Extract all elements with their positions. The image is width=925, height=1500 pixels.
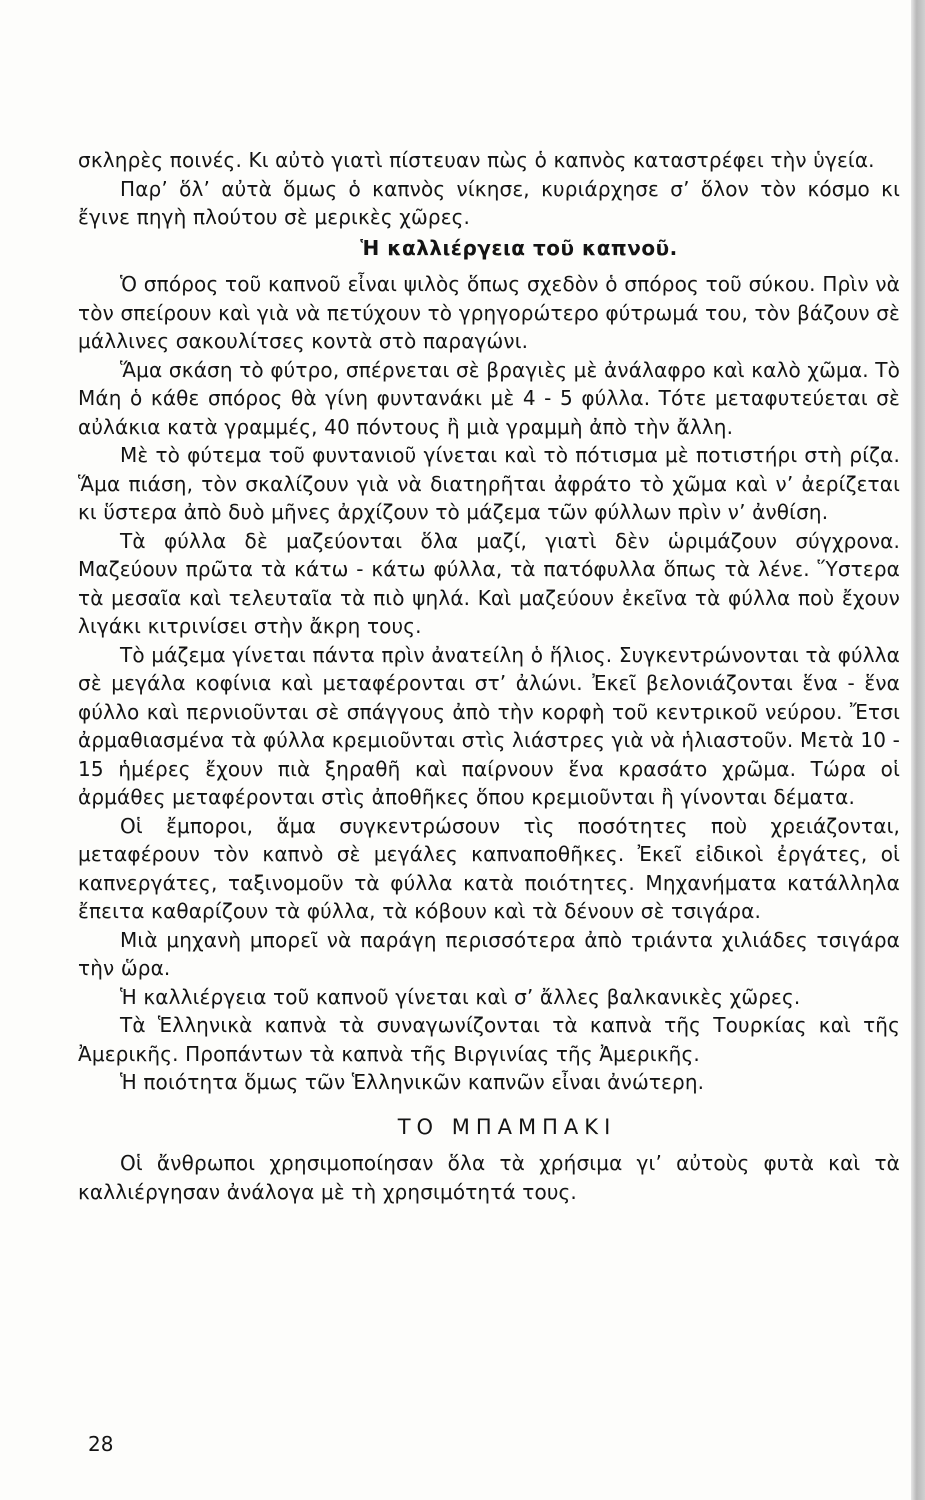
paragraph: Οἱ ἔμποροι, ἅμα συγκεντρώσουν τὶς ποσότητες ποὺ χρειάζονται, μεταφέρουν τὸν καπνὸ σὲ μεγάλες καπναποθῆκες. Ἐκεῖ εἰδικοὶ ἐργάτες, οἱ καπνεργάτες, ταξινομοῦν τὰ φύλλα κατὰ ποιότητες. Μηχανήματα κατάλληλα ἔπειτα καθαρίζουν τὰ φύλλα, τὰ κόβουν καὶ τὰ δένουν σὲ τσιγάρα. <box>78 813 900 923</box>
paragraph: Παρ’ ὅλ’ αὐτὰ ὅμως ὁ καπνὸς νίκησε, κυριάρχησε σ’ ὅλον τὸν κόσμο κι ἔγινε πηγὴ πλούτου σὲ μερικὲς χῶρες. <box>78 176 900 229</box>
subheading: Ἡ καλλιέργεια τοῦ καπνοῦ. <box>360 235 678 260</box>
page-edge-shadow <box>911 0 925 1500</box>
section-title: ΤΟ ΜΠΑΜΠΑΚΙ <box>397 1114 617 1139</box>
paragraph: Μὲ τὸ φύτεμα τοῦ φυντανιοῦ γίνεται καὶ τὸ πότισμα μὲ ποτιστήρι στὴ ρίζα. Ἅμα πιάση, τὸν σκαλίζουν γιὰ νὰ διατηρῆται ἀφράτο τὸ χῶμα καὶ ν’ ἀερίζεται κι ὕστερα ἀπὸ δυὸ μῆνες ἀρχίζουν τὸ μάζεμα τῶν φύλλων πρὶν ν’ ἀνθίση. <box>78 443 900 524</box>
paragraph: Τὰ φύλλα δὲ μαζεύονται ὅλα μαζί, γιατὶ δὲν ὡριμάζουν σύγχρονα. Μαζεύουν πρῶτα τὰ κάτω - κάτω φύλλα, τὰ πατόφυλλα ὅπως τὰ λένε. Ὕστερα τὰ μεσαῖα καὶ τελευταῖα τὰ πιὸ ψηλά. Καὶ μαζεύουν ἐκεῖνα τὰ φύλλα ποὺ ἔχουν λιγάκι κιτρινίσει στὴν ἄκρη τους. <box>78 528 900 638</box>
paragraph: Μιὰ μηχανὴ μπορεῖ νὰ παράγη περισσότερα ἀπὸ τριάντα χιλιάδες τσιγάρα τὴν ὥρα. <box>78 927 900 980</box>
paragraph: Οἱ ἄνθρωποι χρησιμοποίησαν ὅλα τὰ χρήσιμα γι’ αὐτοὺς φυτὰ καὶ τὰ καλλιέργησαν ἀνάλογα μὲ τὴ χρησιμότητά τους. <box>78 1151 900 1204</box>
paragraph: Ἅμα σκάση τὸ φύτρο, σπέρνεται σὲ βραγιὲς μὲ ἀνάλαφρο καὶ καλὸ χῶμα. Τὸ Μάη ὁ κάθε σπόρος θὰ γίνη φυντανάκι μὲ 4 - 5 φύλλα. Τότε μεταφυτεύεται σὲ αὐλάκια κατὰ γραμμές, 40 πόντους ἢ μιὰ γραμμὴ ἀπὸ τὴν ἄλλη. <box>78 357 900 439</box>
paragraph: σκληρὲς ποινές. Κι αὐτὸ γιατὶ πίστευαν πὼς ὁ καπνὸς καταστρέφει τὴν ὑγεία. <box>78 148 875 172</box>
paragraph: Τὸ μάζεμα γίνεται πάντα πρὶν ἀνατείλη ὁ ἥλιος. Συγκεντρώνονται τὰ φύλλα σὲ μεγάλα κοφίνια καὶ μεταφέρονται στ’ ἀλώνι. Ἐκεῖ βελονιάζονται ἕνα - ἕνα φύλλο καὶ περνιοῦνται σὲ σπάγγους ἀπὸ τὴν κορφὴ τοῦ κεντρικοῦ νεύρου. Ἔτσι ἀρμαθιασμένα τὰ φύλλα κρεμιοῦνται στὶς λιάστρες γιὰ νὰ ἡλιαστοῦν. Μετὰ 10 - 15 ἡμέρες ἔχουν πιὰ ξηραθῆ καὶ παίρνουν ἕνα κρασάτο χρῶμα. Τώρα οἱ ἀρμάθες μεταφέρονται στὶς ἀποθῆκες ὅπου κρεμιοῦνται ἢ γίνονται δέματα. <box>78 642 900 809</box>
body-text <box>78 146 900 1206</box>
paragraph: Ἡ καλλιέργεια τοῦ καπνοῦ γίνεται καὶ σ’ ἄλλες βαλκανικὲς χῶρες. <box>120 984 801 1009</box>
paragraph: Ἡ ποιότητα ὅμως τῶν Ἑλληνικῶν καπνῶν εἶναι ἀνώτερη. <box>120 1070 705 1094</box>
page-number: 28 <box>88 1432 114 1456</box>
paragraph: Τὰ Ἑλληνικὰ καπνὰ τὰ συναγωνίζονται τὰ καπνὰ τῆς Τουρκίας καὶ τῆς Ἀμερικῆς. Προπάντων τὰ καπνὰ τῆς Βιργινίας τῆς Ἀμερικῆς. <box>78 1013 900 1066</box>
paragraph: Ὁ σπόρος τοῦ καπνοῦ εἶναι ψιλὸς ὅπως σχεδὸν ὁ σπόρος τοῦ σύκου. Πρὶν νὰ τὸν σπείρουν καὶ γιὰ νὰ πετύχουν τὸ γρηγορώτερο φύτρωμά του, τὸν βάζουν σὲ μάλλινες σακουλίτσες κοντὰ στὸ παραγώνι. <box>78 272 900 353</box>
